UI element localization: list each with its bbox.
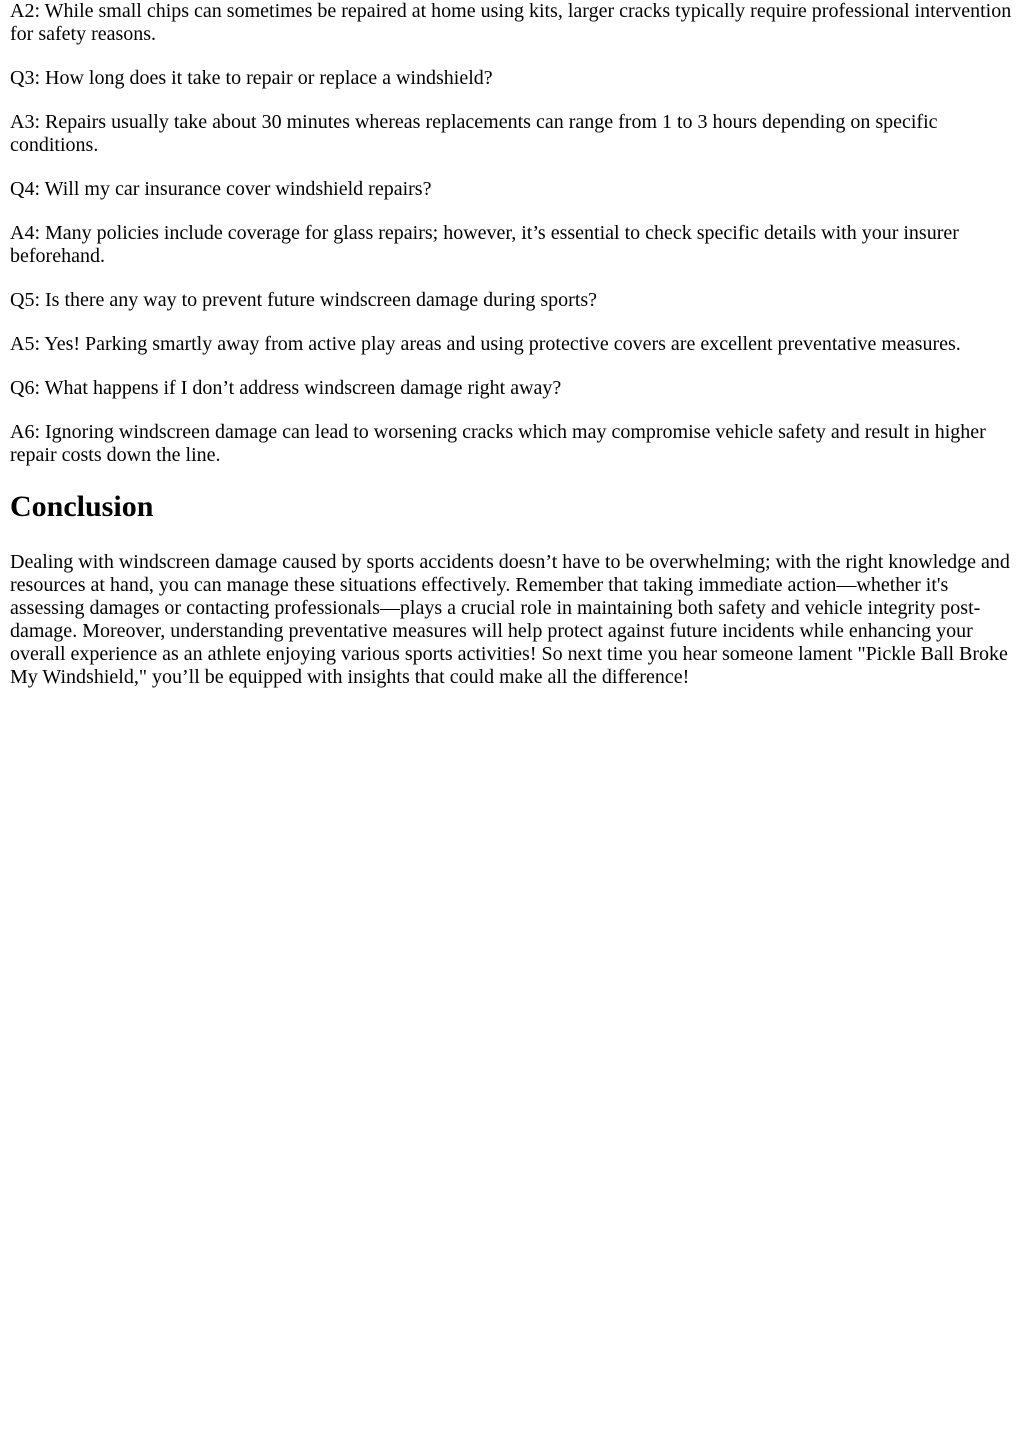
faq-answer-4: A4: Many policies include coverage for glass repairs; however, it’s essential to check specific details with your insurer beforehand. (10, 222, 959, 267)
faq-question-6: Q6: What happens if I don’t address windscreen damage right away? (10, 377, 562, 399)
faq-answer-3: A3: Repairs usually take about 30 minutes whereas replacements can range from 1 to 3 hours depending on specific conditions. (10, 111, 938, 156)
conclusion-heading: Conclusion (10, 490, 154, 523)
faq-answer-5: A5: Yes! Parking smartly away from active play areas and using protective covers are excellent preventative measures. (10, 333, 961, 355)
faq-question-5: Q5: Is there any way to prevent future windscreen damage during sports? (10, 289, 598, 311)
faq-answer-2: A2: While small chips can sometimes be repaired at home using kits, larger cracks typically require professional intervention for safety reasons. (10, 0, 1012, 45)
faq-answer-6: A6: Ignoring windscreen damage can lead to worsening cracks which may compromise vehicle safety and result in higher repair costs down the line. (10, 421, 986, 466)
article-content (0, 0, 1024, 689)
faq-question-3: Q3: How long does it take to repair or replace a windshield? (10, 67, 493, 89)
faq-question-4: Q4: Will my car insurance cover windshield repairs? (10, 178, 432, 200)
conclusion-paragraph: Dealing with windscreen damage caused by sports accidents doesn’t have to be overwhelming; with the right knowledge and resources at hand, you can manage these situations effectively. Remember that taking immediate action—whether it's assessing damages or contacting professionals—plays a crucial role in maintaining both safety and vehicle integrity post-damage. Moreover, understanding preventative measures will help protect against future incidents while enhancing your overall experience as an athlete enjoying various sports activities! So next time you hear someone lament "Pickle Ball Broke My Windshield," you’ll be equipped with insights that could make all the difference! (10, 551, 1010, 688)
